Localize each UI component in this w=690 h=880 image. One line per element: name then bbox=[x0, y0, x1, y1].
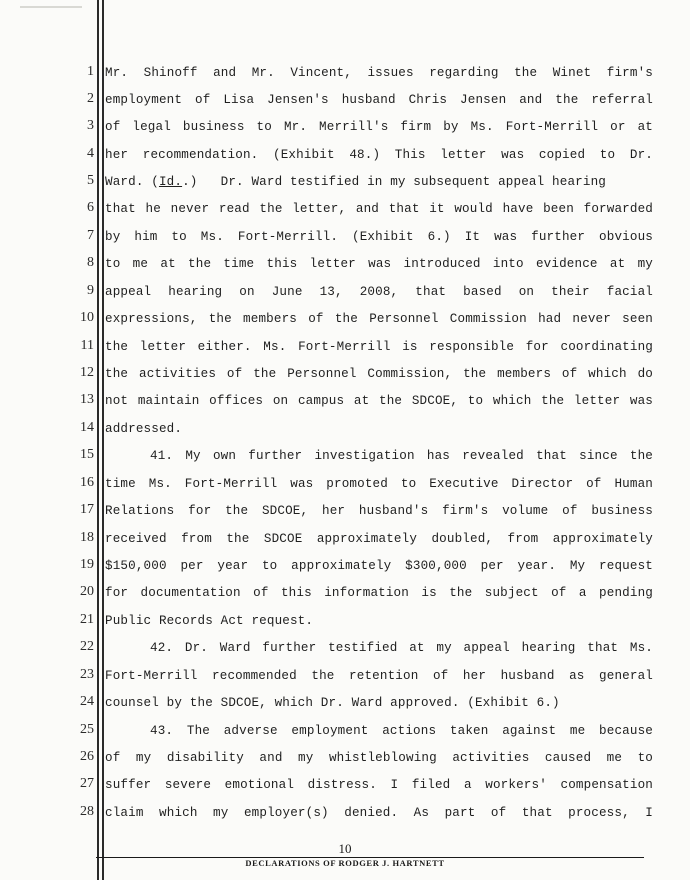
body-line: by him to Ms. Fort-Merrill. (Exhibit 6.) It was further obvious bbox=[105, 230, 653, 244]
line-number: 10 bbox=[80, 310, 94, 325]
line-number: 16 bbox=[80, 475, 94, 490]
line-number: 23 bbox=[80, 667, 94, 682]
line-number: 9 bbox=[87, 283, 94, 298]
line-number: 1 bbox=[87, 64, 94, 79]
line-number: 6 bbox=[87, 200, 94, 215]
body-line: received from the SDCOE approximately doubled, from approximately bbox=[105, 532, 653, 546]
body-line: counsel by the SDCOE, which Dr. Ward approved. (Exhibit 6.) bbox=[105, 696, 560, 710]
line-number: 12 bbox=[80, 365, 94, 380]
paragraph-43-start: 43. The adverse employment actions taken against me because bbox=[150, 724, 653, 738]
line-number: 18 bbox=[80, 530, 94, 545]
body-line: of my disability and my whistleblowing activities caused me to bbox=[105, 751, 653, 765]
line-number: 20 bbox=[80, 584, 94, 599]
body-line: the letter either. Ms. Fort-Merrill is responsible for coordinating bbox=[105, 340, 653, 354]
body-line: that he never read the letter, and that it would have been forwarded bbox=[105, 202, 653, 216]
margin-rule-inner bbox=[102, 0, 104, 880]
page-number: 10 bbox=[338, 841, 352, 856]
line-number: 19 bbox=[80, 557, 94, 572]
line-number: 27 bbox=[80, 776, 94, 791]
body-line: Relations for the SDCOE, her husband's firm's volume of business bbox=[105, 504, 653, 518]
paragraph-41-start: 41. My own further investigation has revealed that since the bbox=[150, 449, 653, 463]
body-text: Ward. ( bbox=[105, 175, 159, 189]
body-line: expressions, the members of the Personnel Commission had never seen bbox=[105, 312, 653, 326]
paragraph-42-start: 42. Dr. Ward further testified at my appeal hearing that Ms. bbox=[150, 641, 653, 655]
line-number: 26 bbox=[80, 749, 94, 764]
footer-title: DECLARATIONS OF RODGER J. HARTNETT bbox=[245, 858, 445, 868]
body-line: time Ms. Fort-Merrill was promoted to Executive Director of Human bbox=[105, 477, 653, 491]
body-text: Dr. Ward testified in my subsequent appeal hearing bbox=[220, 175, 606, 189]
line-number: 17 bbox=[80, 502, 94, 517]
line-number: 7 bbox=[87, 228, 94, 243]
body-line: addressed. bbox=[105, 422, 183, 436]
body-line: for documentation of this information is the subject of a pending bbox=[105, 586, 653, 600]
line-number: 5 bbox=[87, 173, 94, 188]
line-number: 21 bbox=[80, 612, 94, 627]
body-line: claim which my employer(s) denied. As part of that process, I bbox=[105, 806, 653, 820]
body-line: appeal hearing on June 13, 2008, that based on their facial bbox=[105, 285, 653, 299]
body-line: the activities of the Personnel Commission, the members of which do bbox=[105, 367, 653, 381]
line-number: 4 bbox=[87, 146, 94, 161]
body-line: Public Records Act request. bbox=[105, 614, 314, 628]
line-number: 24 bbox=[80, 694, 94, 709]
line-number: 8 bbox=[87, 255, 94, 270]
line-number: 3 bbox=[87, 118, 94, 133]
body-text: .) bbox=[182, 175, 198, 189]
body-line bbox=[105, 172, 653, 192]
body-line: Mr. Shinoff and Mr. Vincent, issues regarding the Winet firm's bbox=[105, 66, 653, 80]
line-number: 28 bbox=[80, 804, 94, 819]
line-number: 2 bbox=[87, 91, 94, 106]
margin-rule-outer bbox=[97, 0, 99, 880]
scan-artifact bbox=[20, 6, 82, 8]
line-number: 15 bbox=[80, 447, 94, 462]
body-line: her recommendation. (Exhibit 48.) This letter was copied to Dr. bbox=[105, 148, 653, 162]
line-number: 25 bbox=[80, 722, 94, 737]
body-line: of legal business to Mr. Merrill's firm by Ms. Fort-Merrill or at bbox=[105, 120, 653, 134]
line-number: 22 bbox=[80, 639, 94, 654]
body-line: to me at the time this letter was introduced into evidence at my bbox=[105, 257, 653, 271]
body-line: Fort-Merrill recommended the retention of her husband as general bbox=[105, 669, 653, 683]
body-line: suffer severe emotional distress. I filed a workers' compensation bbox=[105, 778, 653, 792]
body-line: not maintain offices on campus at the SDCOE, to which the letter was bbox=[105, 394, 653, 408]
line-number: 14 bbox=[80, 420, 94, 435]
body-line: employment of Lisa Jensen's husband Chris Jensen and the referral bbox=[105, 93, 653, 107]
id-citation: Id. bbox=[158, 175, 183, 189]
line-number: 13 bbox=[80, 392, 94, 407]
line-number: 11 bbox=[80, 338, 94, 353]
body-line: $150,000 per year to approximately $300,000 per year. My request bbox=[105, 559, 653, 573]
